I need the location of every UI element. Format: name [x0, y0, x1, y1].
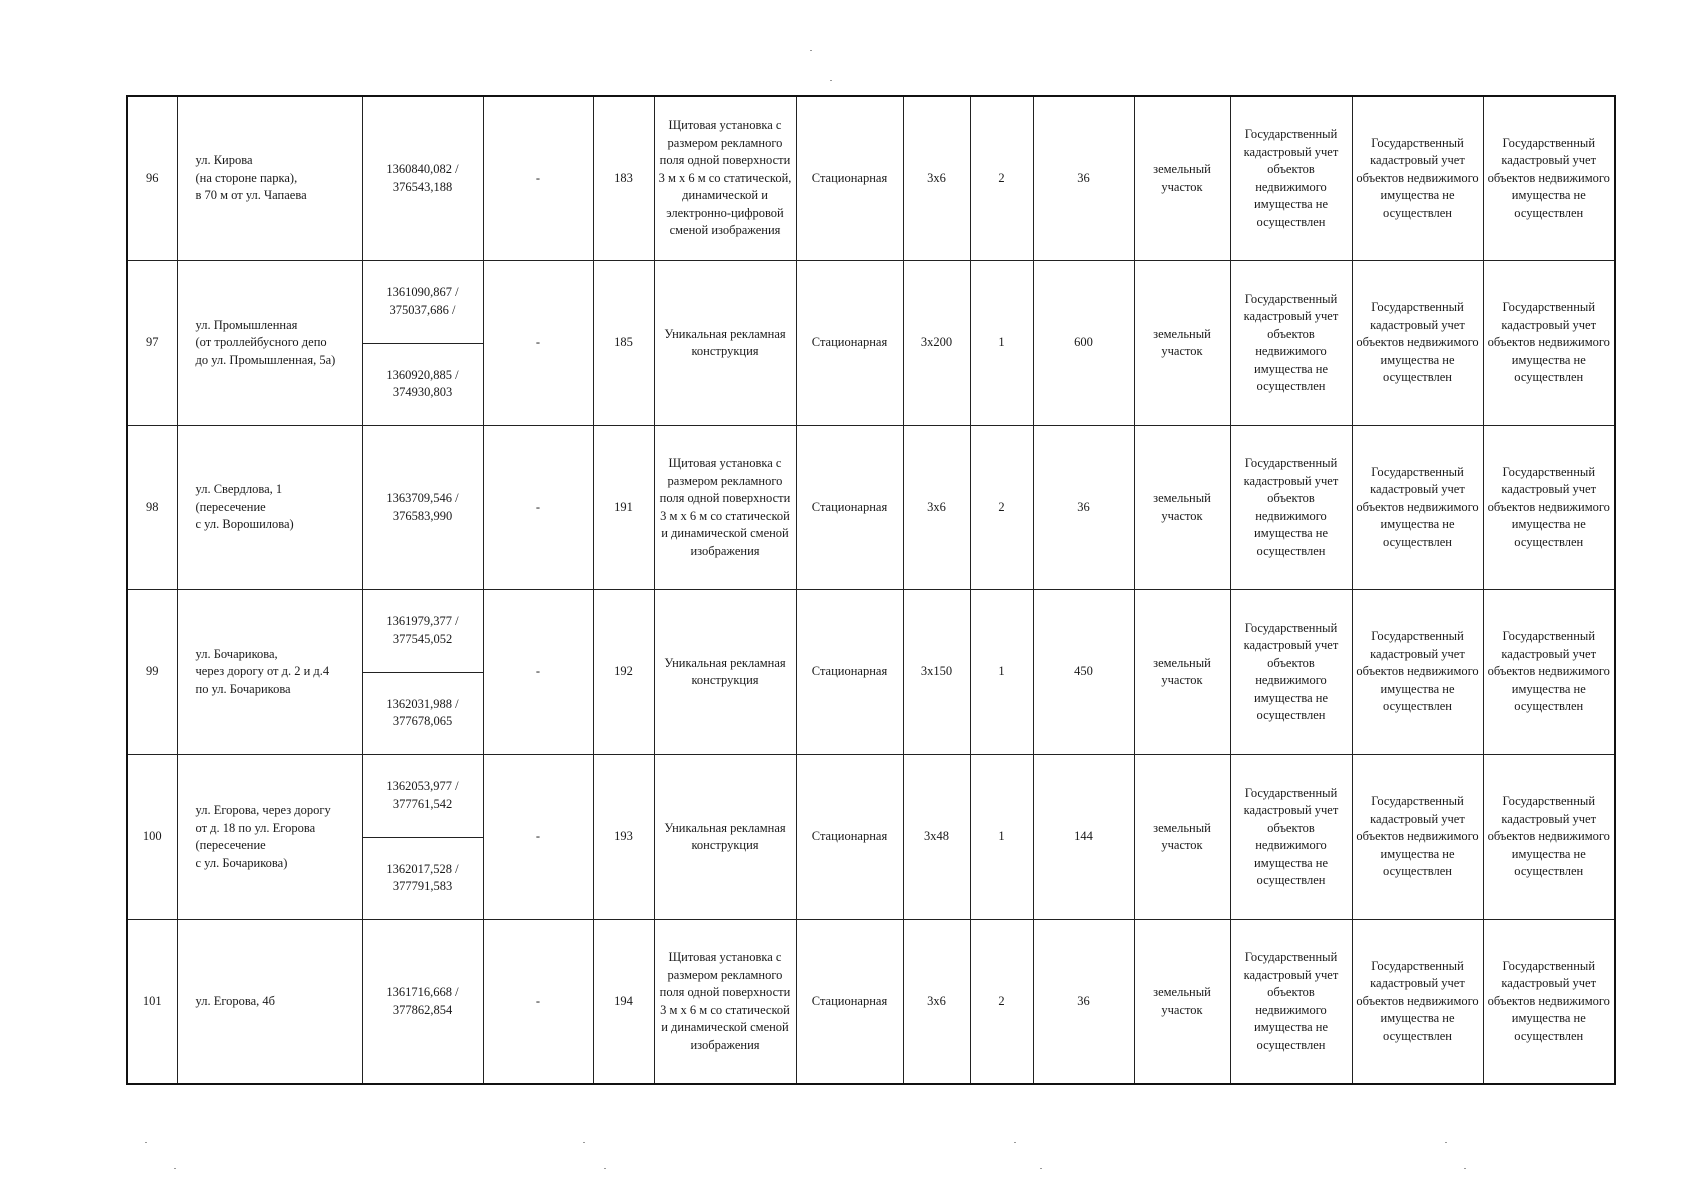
- structure-type-cell: [654, 261, 796, 426]
- sides-cell: [970, 96, 1033, 261]
- scheme-number-text: 185: [614, 335, 633, 350]
- cadastral-status-cell: [1352, 590, 1483, 755]
- kind-cell: [796, 920, 903, 1085]
- sides-cell: [970, 755, 1033, 920]
- cadastral-status-text: Государственный кадастровый учет объектов недвижимого имущества не осуществлен: [1487, 629, 1610, 714]
- size-text: 3х6: [927, 499, 946, 514]
- structure-type-text: Уникальная рекламная конструкция: [664, 655, 786, 687]
- address-cell: [177, 920, 362, 1085]
- size-text: 3х6: [927, 170, 946, 185]
- row-number-cell: [127, 590, 177, 755]
- cadastral-status-text: Государственный кадастровый учет объектов недвижимого имущества не осуществлен: [1356, 300, 1479, 385]
- cadastral-status-cell: [1483, 261, 1615, 426]
- cadastral-status-cell: [1230, 590, 1352, 755]
- area-text: 36: [1077, 170, 1090, 185]
- note-text: -: [535, 664, 541, 679]
- address-cell: [177, 590, 362, 755]
- cadastral-status-cell: [1483, 426, 1615, 590]
- size-cell: [903, 426, 970, 590]
- scan-speck: [174, 1168, 176, 1169]
- land-type-text: земельный участок: [1153, 985, 1211, 1017]
- table-body: [127, 96, 1615, 1084]
- land-type-cell: [1134, 755, 1230, 920]
- structure-type-text: Уникальная рекламная конструкция: [664, 820, 786, 852]
- scan-speck: [830, 80, 832, 81]
- table-row: [127, 590, 1615, 673]
- size-text: 3х150: [920, 664, 953, 679]
- size-cell: [903, 590, 970, 755]
- scheme-number-cell: [593, 96, 654, 261]
- address-cell: [177, 261, 362, 426]
- cadastral-status-text: Государственный кадастровый учет объектов недвижимого имущества не осуществлен: [1487, 958, 1610, 1043]
- coordinates-cell: [362, 96, 483, 261]
- size-cell: [903, 920, 970, 1085]
- address-text: ул. Свердлова, 1 (пересечение с ул. Ворошилова): [195, 482, 294, 532]
- cadastral-status-cell: [1230, 96, 1352, 261]
- table-row: [127, 755, 1615, 838]
- coordinates-text: 1360840,082 / 376543,188: [386, 162, 459, 194]
- kind-cell: [796, 590, 903, 755]
- area-text: 36: [1077, 499, 1090, 514]
- size-text: 3х200: [920, 335, 953, 350]
- row-number-text: 100: [142, 829, 162, 844]
- sides-text: 2: [998, 170, 1005, 185]
- kind-text: Стационарная: [811, 829, 888, 844]
- area-cell: [1033, 590, 1134, 755]
- cadastral-status-text: Государственный кадастровый учет объектов недвижимого имущества не осуществлен: [1487, 135, 1610, 220]
- sides-text: 1: [998, 335, 1005, 350]
- structure-type-cell: [654, 96, 796, 261]
- coordinates-text: 1361090,867 / 375037,686 /: [386, 285, 459, 317]
- note-cell: [483, 590, 593, 755]
- kind-cell: [796, 426, 903, 590]
- cadastral-status-cell: [1483, 755, 1615, 920]
- cadastral-status-cell: [1352, 920, 1483, 1085]
- cadastral-status-text: Государственный кадастровый учет объектов недвижимого имущества не осуществлен: [1243, 785, 1339, 887]
- cadastral-status-text: Государственный кадастровый учет объектов недвижимого имущества не осуществлен: [1356, 464, 1479, 549]
- area-cell: [1033, 261, 1134, 426]
- cadastral-status-cell: [1230, 261, 1352, 426]
- coordinates-cell: [362, 837, 483, 920]
- sides-cell: [970, 261, 1033, 426]
- coordinates-cell: [362, 672, 483, 755]
- address-text: ул. Промышленная (от троллейбусного депо до ул. Промышленная, 5а): [195, 317, 336, 367]
- coordinates-text: 1360920,885 / 374930,803: [386, 367, 459, 400]
- address-cell: [177, 755, 362, 920]
- size-cell: [903, 755, 970, 920]
- coordinates-text: 1361716,668 / 377862,854: [386, 985, 459, 1017]
- kind-text: Стационарная: [811, 335, 888, 350]
- row-number-cell: [127, 755, 177, 920]
- note-text: -: [535, 829, 541, 844]
- land-type-text: земельный участок: [1153, 655, 1211, 687]
- land-type-cell: [1134, 590, 1230, 755]
- table-row: [127, 920, 1615, 1085]
- note-cell: [483, 426, 593, 590]
- scan-speck: [810, 50, 812, 51]
- scan-speck: [1014, 1142, 1016, 1143]
- size-text: 3х48: [924, 829, 949, 844]
- size-text: 3х6: [927, 993, 946, 1008]
- scheme-number-cell: [593, 755, 654, 920]
- cadastral-status-text: Государственный кадастровый учет объектов недвижимого имущества не осуществлен: [1356, 629, 1479, 714]
- row-number-text: 98: [146, 499, 159, 514]
- coordinates-cell: [362, 590, 483, 673]
- note-cell: [483, 96, 593, 261]
- structure-type-text: Щитовая установка с размером рекламного поля одной поверхности 3 м х 6 м со статической, динамической и электронно-цифровой сменой изображения: [658, 118, 792, 238]
- scheme-number-text: 191: [614, 499, 633, 514]
- cadastral-status-cell: [1230, 755, 1352, 920]
- scan-speck: [1464, 1168, 1466, 1169]
- scan-speck: [1445, 1142, 1447, 1143]
- sides-text: 1: [998, 829, 1005, 844]
- kind-cell: [796, 755, 903, 920]
- kind-text: Стационарная: [811, 664, 888, 679]
- row-number-cell: [127, 426, 177, 590]
- structure-type-text: Уникальная рекламная конструкция: [664, 326, 786, 358]
- cadastral-status-text: Государственный кадастровый учет объектов недвижимого имущества не осуществлен: [1487, 464, 1610, 549]
- cadastral-status-text: Государственный кадастровый учет объектов недвижимого имущества не осуществлен: [1356, 135, 1479, 220]
- size-cell: [903, 261, 970, 426]
- table-row: [127, 426, 1615, 590]
- note-text: -: [535, 170, 541, 185]
- area-cell: [1033, 920, 1134, 1085]
- cadastral-status-text: Государственный кадастровый учет объектов недвижимого имущества не осуществлен: [1356, 958, 1479, 1043]
- coordinates-cell: [362, 343, 483, 426]
- cadastral-status-cell: [1352, 426, 1483, 590]
- area-text: 36: [1077, 993, 1090, 1008]
- cadastral-status-text: Государственный кадастровый учет объектов недвижимого имущества не осуществлен: [1487, 794, 1610, 879]
- scheme-number-text: 194: [614, 993, 633, 1008]
- kind-cell: [796, 96, 903, 261]
- address-text: ул. Кирова (на стороне парка), в 70 м от ул. Чапаева: [195, 153, 307, 203]
- land-type-cell: [1134, 426, 1230, 590]
- sides-text: 1: [998, 664, 1005, 679]
- cadastral-status-text: Государственный кадастровый учет объектов недвижимого имущества не осуществлен: [1243, 950, 1339, 1052]
- scheme-number-text: 183: [614, 170, 633, 185]
- sides-text: 2: [998, 993, 1005, 1008]
- area-cell: [1033, 755, 1134, 920]
- coordinates-cell: [362, 426, 483, 590]
- note-text: -: [535, 499, 541, 514]
- area-text: 144: [1074, 829, 1093, 844]
- scan-speck: [604, 1168, 606, 1169]
- address-text: ул. Егорова, через дорогу от д. 18 по ул. Егорова (пересечение с ул. Бочарикова): [195, 803, 331, 870]
- coordinates-text: 1362017,528 / 377791,583: [386, 861, 459, 894]
- coordinates-cell: [362, 755, 483, 838]
- row-number-text: 101: [142, 993, 162, 1008]
- cadastral-status-cell: [1352, 261, 1483, 426]
- area-cell: [1033, 96, 1134, 261]
- note-text: -: [535, 993, 541, 1008]
- land-type-cell: [1134, 261, 1230, 426]
- land-type-text: земельный участок: [1153, 491, 1211, 523]
- structure-type-cell: [654, 590, 796, 755]
- kind-cell: [796, 261, 903, 426]
- cadastral-status-cell: [1483, 96, 1615, 261]
- cadastral-status-text: Государственный кадастровый учет объектов недвижимого имущества не осуществлен: [1243, 620, 1339, 722]
- row-number-text: 97: [146, 335, 159, 350]
- cadastral-status-text: Государственный кадастровый учет объектов недвижимого имущества не осуществлен: [1243, 291, 1339, 393]
- sides-cell: [970, 590, 1033, 755]
- cadastral-status-cell: [1352, 755, 1483, 920]
- advertising-structures-table: [126, 95, 1616, 1085]
- scheme-number-cell: [593, 920, 654, 1085]
- note-text: -: [535, 335, 541, 350]
- cadastral-status-text: Государственный кадастровый учет объектов недвижимого имущества не осуществлен: [1356, 794, 1479, 879]
- table-row: [127, 261, 1615, 344]
- row-number-cell: [127, 920, 177, 1085]
- kind-text: Стационарная: [811, 170, 888, 185]
- address-text: ул. Егорова, 4б: [195, 993, 276, 1008]
- size-cell: [903, 96, 970, 261]
- kind-text: Стационарная: [811, 993, 888, 1008]
- cadastral-status-cell: [1483, 920, 1615, 1085]
- address-cell: [177, 426, 362, 590]
- scheme-number-text: 193: [614, 829, 633, 844]
- structure-type-cell: [654, 426, 796, 590]
- note-cell: [483, 261, 593, 426]
- coordinates-text: 1363709,546 / 376583,990: [386, 491, 459, 523]
- area-text: 600: [1074, 335, 1093, 350]
- structure-type-text: Щитовая установка с размером рекламного поля одной поверхности 3 м х 6 м со статической и динамической сменой изображения: [659, 950, 791, 1052]
- cadastral-status-text: Государственный кадастровый учет объектов недвижимого имущества не осуществлен: [1487, 300, 1610, 385]
- cadastral-status-cell: [1230, 920, 1352, 1085]
- note-cell: [483, 920, 593, 1085]
- structure-type-cell: [654, 755, 796, 920]
- kind-text: Стационарная: [811, 499, 888, 514]
- scheme-number-text: 192: [614, 664, 633, 679]
- note-cell: [483, 755, 593, 920]
- row-number-text: 99: [146, 664, 159, 679]
- coordinates-cell: [362, 920, 483, 1085]
- sides-text: 2: [998, 499, 1005, 514]
- land-type-text: земельный участок: [1153, 326, 1211, 358]
- cadastral-status-cell: [1352, 96, 1483, 261]
- cadastral-status-text: Государственный кадастровый учет объектов недвижимого имущества не осуществлен: [1243, 456, 1339, 558]
- scan-speck: [583, 1142, 585, 1143]
- table-row: [127, 96, 1615, 261]
- sides-cell: [970, 426, 1033, 590]
- coordinates-cell: [362, 261, 483, 344]
- coordinates-text: 1362031,988 / 377678,065: [386, 696, 459, 729]
- cadastral-status-text: Государственный кадастровый учет объектов недвижимого имущества не осуществлен: [1243, 127, 1339, 229]
- row-number-cell: [127, 96, 177, 261]
- structure-type-text: Щитовая установка с размером рекламного поля одной поверхности 3 м х 6 м со статической и динамической сменой изображения: [659, 456, 791, 558]
- row-number-cell: [127, 261, 177, 426]
- scheme-number-cell: [593, 426, 654, 590]
- cadastral-status-cell: [1230, 426, 1352, 590]
- land-type-text: земельный участок: [1153, 820, 1211, 852]
- land-type-cell: [1134, 920, 1230, 1085]
- scheme-number-cell: [593, 590, 654, 755]
- sides-cell: [970, 920, 1033, 1085]
- cadastral-status-cell: [1483, 590, 1615, 755]
- land-type-cell: [1134, 96, 1230, 261]
- scan-speck: [145, 1142, 147, 1143]
- coordinates-text: 1361979,377 / 377545,052: [386, 614, 459, 646]
- structure-type-cell: [654, 920, 796, 1085]
- area-cell: [1033, 426, 1134, 590]
- land-type-text: земельный участок: [1153, 162, 1211, 194]
- row-number-text: 96: [146, 170, 159, 185]
- coordinates-text: 1362053,977 / 377761,542: [386, 779, 459, 811]
- address-cell: [177, 96, 362, 261]
- scheme-number-cell: [593, 261, 654, 426]
- address-text: ул. Бочарикова, через дорогу от д. 2 и д.4 по ул. Бочарикова: [195, 646, 330, 696]
- area-text: 450: [1074, 664, 1093, 679]
- scan-speck: [1040, 1168, 1042, 1169]
